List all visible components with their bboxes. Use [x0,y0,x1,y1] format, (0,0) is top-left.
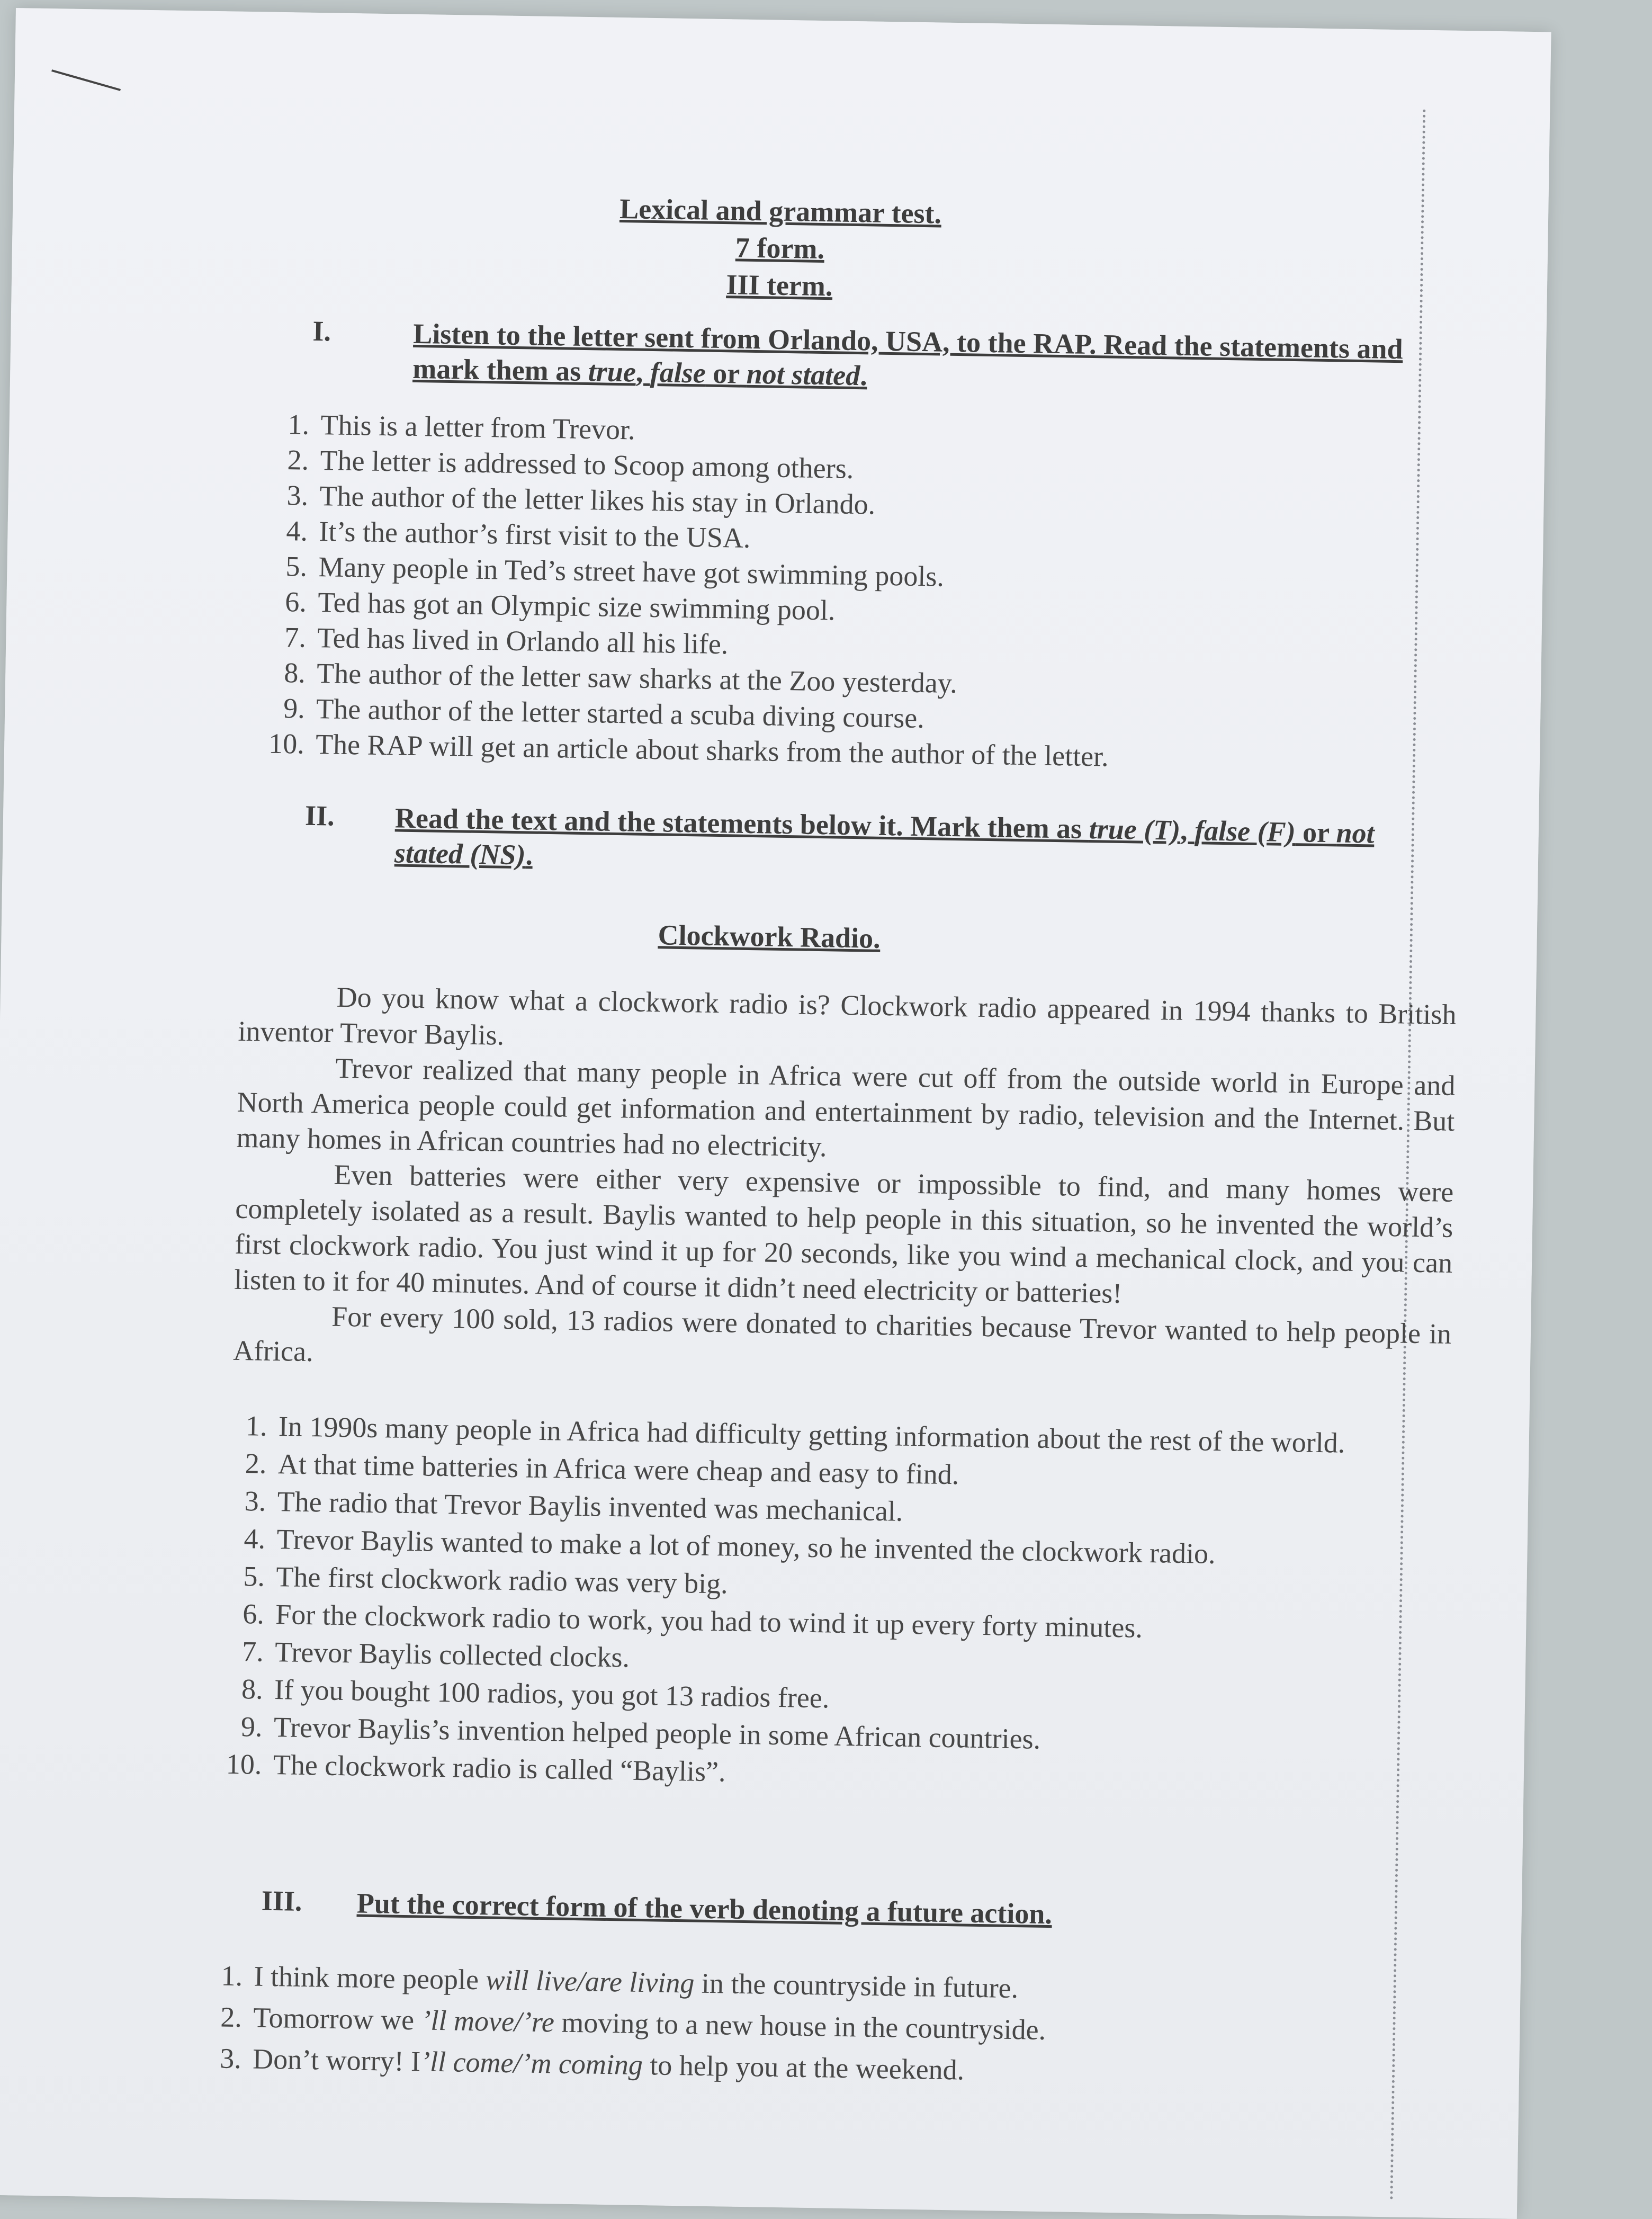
statement: 9. Trevor Baylis’s invention helped people in some African countries. [270,1708,1461,1765]
section-1-statements [258,406,1455,780]
option-not-stated: not stated [746,357,860,392]
verb-options: will live/are living [486,1964,695,1999]
paper-sheet [0,8,1551,2219]
section-3-number: III. [261,1884,302,1917]
section-2-statements [216,1407,1466,1802]
exercise-text: moving to a new house in the countryside. [554,2006,1046,2046]
section-2-instruction [394,800,1428,887]
option-false: false (F) [1194,815,1296,848]
section-1-number: I. [312,315,331,347]
separator: or [1295,816,1337,849]
statement: 3. The author of the letter likes his stay in Orlando. [315,478,1454,532]
section-3-instruction: Put the correct form of the verb denoting a future action. [356,1887,1053,1930]
exercise-text: I think more people [254,1960,486,1996]
statement: 4. It’s the author’s first visit to the USA. [315,514,1453,567]
exercise-text: in the countryside in future. [694,1967,1019,2005]
statement: 9. The author of the letter started a scuba diving course. [312,691,1451,745]
statement: 4. Trevor Baylis wanted to make a lot of money, so he invented the clockwork radio. [272,1520,1464,1577]
option-false: false [650,356,706,389]
option-true: true [588,355,636,388]
separator: or [705,357,747,390]
terminator: . [859,360,868,392]
statement: 2. The letter is addressed to Scoop among others. [316,443,1455,496]
section-1-instruction [412,316,1420,402]
section-3-exercises [195,1955,1441,2098]
reading-paragraph: Do you know what a clockwork radio is? Clockwork radio appeared in 1994 thanks to British inventor Trevor Baylis. [238,981,1457,1051]
statement: 7. Ted has lived in Orlando all his life. [313,620,1452,674]
verb-options: ’ll come/’m coming [420,2045,643,2081]
test-form: 7 form. [735,231,825,265]
option-true: true (T) [1089,813,1181,846]
verb-options: ’ll move/’re [421,2004,555,2038]
statement: 8. The author of the letter saw sharks at the Zoo yesterday. [312,656,1451,709]
option-not-stated: not stated (NS) [394,817,1375,871]
terminator: . [525,839,533,871]
section-1-instruction-text: Listen to the letter sent from Orlando, USA, to the RAP. Read the statements and mark them as [412,317,1404,388]
statement: 6. Ted has got an Olympic size swimming pool. [313,585,1452,638]
exercise-text: Don’t worry! I [252,2043,421,2078]
reading-paragraph: Even batteries were either very expensive or impossible to find, and many homes were completely isolated as a result. Baylis wanted to help people in this situation, so he invented the world’s first clockwork radio. You just wind it up for 20 seconds, like you wind a mechanical clock, and you can listen to it for 40 minutes. And of course it didn’t need electricity or batteries! [234,1158,1454,1310]
statement: 7. Trevor Baylis collected clocks. [271,1633,1462,1689]
separator: , [1180,814,1195,847]
statement: 10. The clockwork radio is called “Baylis”. [268,1746,1460,1802]
reading-paragraph: Trevor realized that many people in Africa were cut off from the outside world in Europe and North America people could get information and entertainment by radio, television and the Internet. But many homes in African countries had no electricity. [236,1052,1456,1163]
section-2-instruction-text: Read the text and the statements below it. Mark them as [394,802,1090,845]
test-term: III term. [726,269,833,302]
reading-text-title: Clockwork Radio. [658,919,881,954]
statement: 1. In 1990s many people in Africa had difficulty getting information about the rest of the world. [274,1408,1466,1464]
statement: 5. The first clockwork radio was very big. [272,1558,1464,1614]
statement: 1. This is a letter from Trevor. [316,407,1455,461]
statement: 6. For the clockwork radio to work, you had to wind it up every forty minutes. [271,1596,1463,1652]
exercise-text: to help you at the weekend. [642,2049,965,2086]
reading-paragraph: For every 100 sold, 13 radios were donated to charities because Trevor wanted to help people in Africa. [232,1300,1452,1368]
statement: 8. If you bought 100 radios, you got 13 radios free. [270,1671,1462,1727]
test-title: Lexical and grammar test. [619,192,942,230]
exercise-text: Tomorrow we [253,2001,422,2036]
statement: 5. Many people in Ted’s street have got swimming pools. [314,549,1453,603]
statement: 2. At that time batteries in Africa were cheap and easy to find. [273,1445,1465,1501]
statement: 3. The radio that Trevor Baylis invented was mechanical. [273,1483,1465,1539]
test-content [0,8,1551,2219]
statement: 10. The RAP will get an article about sharks from the author of the letter. [311,727,1450,780]
section-2-number: II. [304,799,335,832]
separator: , [635,356,651,388]
